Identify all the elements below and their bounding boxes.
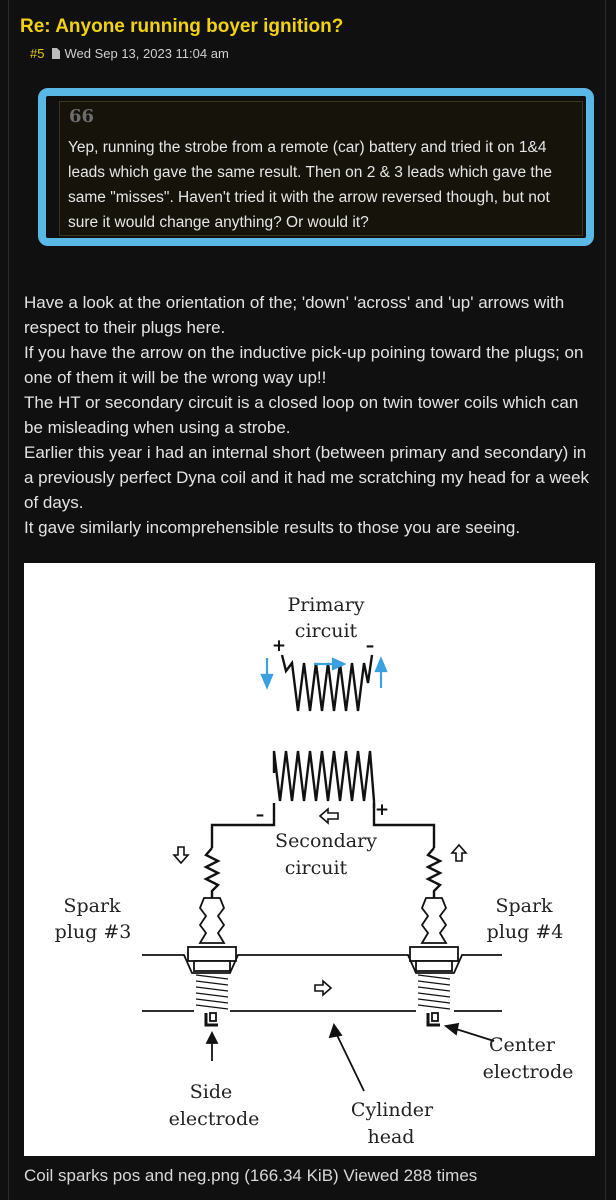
post-timestamp: Wed Sep 13, 2023 11:04 am <box>64 46 229 61</box>
post-line: Earlier this year i had an internal short (between primary and secondary) in a previously perfect Dyna coil and it had me scratching my head for a week of days. <box>24 443 590 512</box>
post-line: It gave similarly incomprehensible results to those you are seeing. <box>24 518 521 537</box>
cylinder-right-arrow <box>315 981 331 995</box>
secondary-minus: – <box>255 805 265 825</box>
center-electrode-label: Center <box>489 1034 555 1056</box>
secondary-left-arrow <box>320 809 338 823</box>
post-meta <box>30 46 229 61</box>
plug-4-up-arrow <box>452 845 466 861</box>
secondary-wire-left <box>212 803 274 848</box>
primary-label: circuit <box>294 620 358 642</box>
primary-down-arrow <box>262 675 272 687</box>
post-content <box>24 290 599 540</box>
side-electrode-label: electrode <box>168 1108 260 1130</box>
cylinder-head-label: Cylinder <box>350 1099 434 1121</box>
primary-minus: – <box>365 636 375 656</box>
spark-plug-3-label: Spark <box>63 895 121 917</box>
post-icon[interactable] <box>52 48 60 59</box>
quote-icon: 66 <box>69 106 95 127</box>
quote-text: Yep, running the strobe from a remote (car) battery and tried it on 1&4 leads which gave the same result. Then on 2 & 3 leads which gave the same "misses". Haven't tried it with the arrow reversed though, but not sure it would change anything? Or would it? <box>68 139 552 231</box>
ignition-diagram <box>24 563 595 1156</box>
secondary-label: Secondary <box>275 830 377 852</box>
secondary-plus: + <box>374 800 390 820</box>
primary-up-arrow <box>376 659 386 671</box>
primary-plus: + <box>271 636 287 656</box>
primary-across-arrow <box>333 659 344 669</box>
plug-lead-left <box>206 848 218 898</box>
post-line: The HT or secondary circuit is a closed loop on twin tower coils which can be misleading when using a strobe. <box>24 393 579 437</box>
attachment-caption[interactable]: Coil sparks pos and neg.png (166.34 KiB) Viewed 288 times <box>24 1166 478 1185</box>
post-number-link[interactable]: #5 <box>30 46 45 61</box>
frame-border-right <box>605 0 606 1200</box>
spark-plug-4 <box>410 898 458 1025</box>
cylinder-head-label: head <box>367 1126 415 1148</box>
spark-plug-4-label: plug #4 <box>486 921 564 943</box>
post-line: Have a look at the orientation of the; 'down' 'across' and 'up' arrows with respect to their plugs here. <box>24 293 565 337</box>
plug-lead-right <box>428 848 440 898</box>
frame-border-left <box>8 0 9 1200</box>
attachment-image[interactable] <box>24 563 595 1156</box>
spark-plug-4-label: Spark <box>495 895 553 917</box>
primary-label: Primary <box>287 594 365 616</box>
spark-plug-3 <box>188 898 236 1025</box>
quote-block <box>59 101 583 236</box>
spark-plug-3-label: plug #3 <box>54 921 132 943</box>
post-title[interactable]: Re: Anyone running boyer ignition? <box>20 16 344 37</box>
post-line: If you have the arrow on the inductive pick-up poining toward the plugs; on one of them it will be the wrong way up!! <box>24 343 584 387</box>
secondary-label: circuit <box>284 857 348 879</box>
secondary-coil <box>274 751 374 808</box>
center-electrode-label: electrode <box>482 1061 574 1083</box>
side-electrode-label: Side <box>189 1081 233 1103</box>
plug-3-down-arrow <box>174 847 188 863</box>
